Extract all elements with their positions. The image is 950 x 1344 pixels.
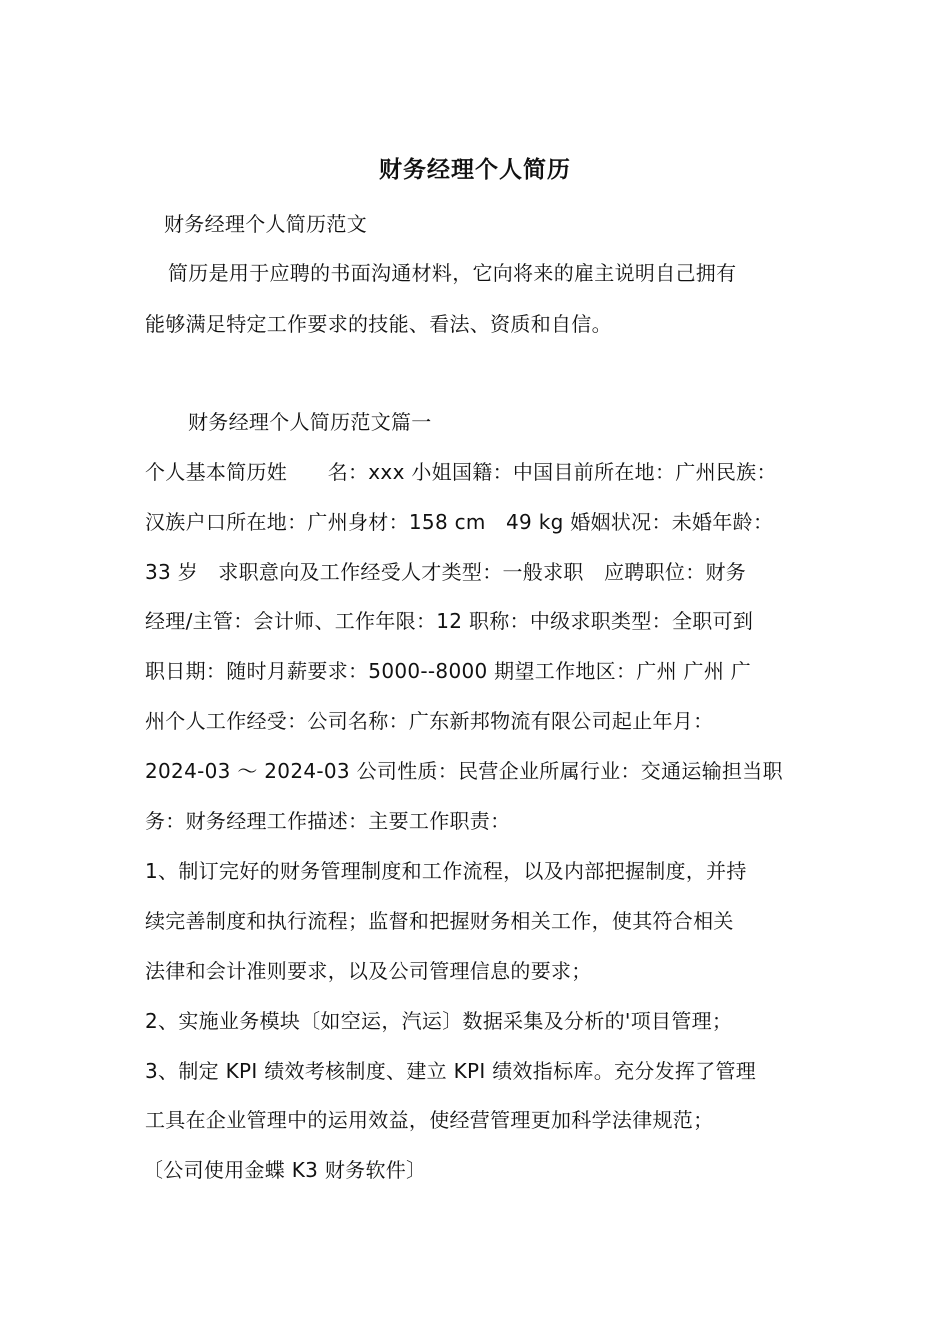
duty-item-2: 2、实施业务模块〔如空运，汽运〕数据采集及分析的'项目管理；: [145, 1009, 733, 1033]
intro-line: 简历是用于应聘的书面沟通材料，它向将来的雇主说明自己拥有: [168, 261, 737, 285]
body-line: 个人基本简历姓 名：xxx 小姐国籍：中国目前所在地：广州民族：: [145, 460, 777, 484]
body-line: 职日期：随时月薪要求：5000--8000 期望工作地区：广州 广州 广: [145, 659, 752, 683]
duty-item-3: 3、制定 KPI 绩效考核制度、建立 KPI 绩效指标库。充分发挥了管理: [145, 1059, 757, 1083]
document-subtitle: 财务经理个人简历范文: [164, 212, 367, 236]
document-title: 财务经理个人简历: [379, 157, 571, 183]
body-line: 州个人工作经受：公司名称：广东新邦物流有限公司起止年月：: [145, 709, 714, 733]
section-heading: 财务经理个人简历范文篇一: [188, 410, 432, 434]
body-line: 工具在企业管理中的运用效益，使经营管理更加科学法律规范；: [145, 1108, 714, 1132]
body-line: 汉族户口所在地：广州身材：158 cm 49 kg 婚姻状况：未婚年龄：: [145, 510, 774, 534]
intro-line: 能够满足特定工作要求的技能、看法、资质和自信。: [145, 312, 612, 336]
body-line: 法律和会计准则要求，以及公司管理信息的要求；: [145, 959, 592, 983]
body-line: 经理/主管：会计师、工作年限：12 职称：中级求职类型：全职可到: [145, 609, 754, 633]
body-line: 〔公司使用金蝶 K3 财务软件〕: [143, 1158, 427, 1182]
body-line: 33 岁 求职意向及工作经受人才类型：一般求职 应聘职位：财务: [145, 560, 747, 584]
duty-item-1: 1、制订完好的财务管理制度和工作流程，以及内部把握制度，并持: [145, 859, 747, 883]
body-line: 续完善制度和执行流程；监督和把握财务相关工作，使其符合相关: [145, 909, 734, 933]
body-line: 务：财务经理工作描述：主要工作职责：: [145, 809, 511, 833]
body-line: 2024-03 ～ 2024-03 公司性质：民营企业所属行业：交通运输担当职: [145, 759, 783, 783]
